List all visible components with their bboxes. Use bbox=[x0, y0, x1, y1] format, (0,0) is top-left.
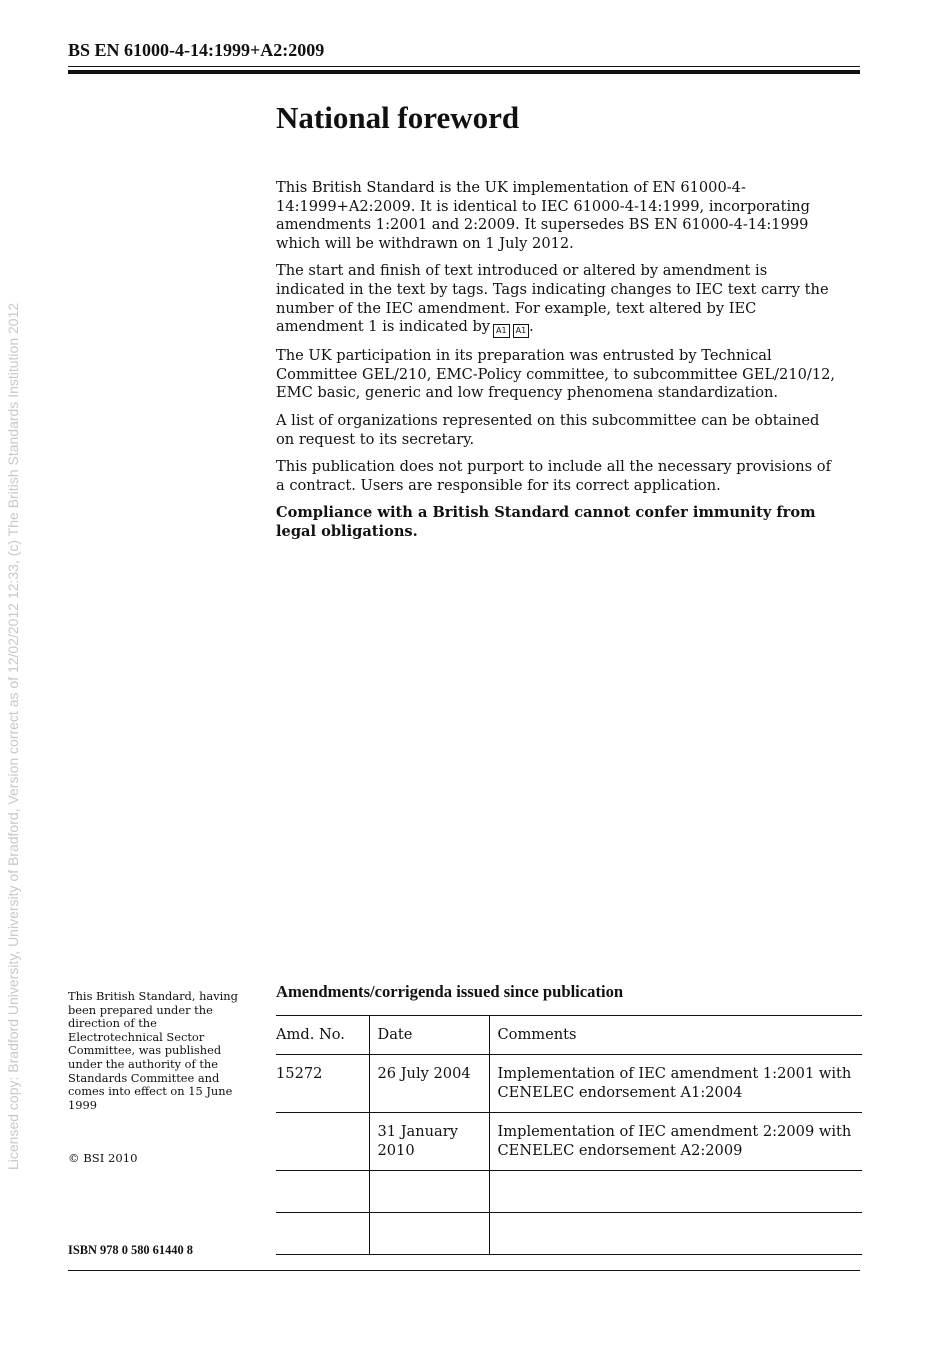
amendment-number bbox=[276, 1113, 369, 1171]
foreword-paragraph: The start and finish of text introduced or altered by amendment is indicated in the text by tags. Tags indicating changes to IEC text carry the number of the IEC amendment. For example, text altered by IEC amendment 1 is indicated by A1 A1 . bbox=[276, 262, 836, 338]
table-row bbox=[276, 1113, 862, 1171]
amendment-date: 31 January 2010 bbox=[369, 1113, 489, 1171]
amendment-date: 26 July 2004 bbox=[369, 1055, 489, 1113]
foreword-paragraph: This British Standard is the UK implementation of EN 61000-4-14:1999+A2:2009. It is identical to IEC 61000-4-14:1999, incorporating amendments 1:2001 and 2:2009. It supersedes BS EN 61000-4-14:1999 which will be withdrawn on 1 July 2012. bbox=[276, 179, 810, 252]
paragraph-text: The start and finish of text introduced or altered by amendment is indicated in the text by tags. Tags indicating changes to IEC text carry the number of the IEC amendment. For example, text altered by IEC amendment 1 is indicated by bbox=[276, 262, 829, 336]
amendment-number bbox=[276, 1171, 369, 1213]
amendment-comment: Implementation of IEC amendment 1:2001 with CENELEC endorsement A1:2004 bbox=[489, 1055, 862, 1113]
amendment-number bbox=[276, 1213, 369, 1255]
header-rule-thick bbox=[68, 70, 860, 74]
column-header: Date bbox=[369, 1016, 489, 1055]
column-header: Comments bbox=[489, 1016, 862, 1055]
foreword-body bbox=[276, 179, 836, 551]
document-reference: BS EN 61000-4-14:1999+A2:2009 bbox=[68, 40, 325, 60]
foreword-paragraph: This publication does not purport to include all the necessary provisions of a contract. Users are responsible for its correct application. bbox=[276, 458, 831, 494]
preparation-note: This British Standard, having been prepared under the direction of the Electrotechnical Sector Committee, was published under the authority of the Standards Committee and comes into effect on 15 June 1999 bbox=[68, 989, 238, 1112]
header-rule-thin bbox=[68, 66, 860, 67]
amendment-number: 15272 bbox=[276, 1055, 369, 1113]
amendment-comment bbox=[489, 1213, 862, 1255]
footer-rule bbox=[68, 1270, 860, 1271]
table-row bbox=[276, 1055, 862, 1113]
amendment-start-tag-icon: A1 bbox=[493, 324, 510, 338]
amendment-comment: Implementation of IEC amendment 2:2009 with CENELEC endorsement A2:2009 bbox=[489, 1113, 862, 1171]
amendments-heading: Amendments/corrigenda issued since publication bbox=[276, 982, 624, 1001]
table-row bbox=[276, 1171, 862, 1213]
amendment-comment bbox=[489, 1171, 862, 1213]
license-watermark: Licensed copy: Bradford University, University of Bradford, Version correct as of 12/02/2012 12:33, (c) The British Standards Institution 2012 bbox=[5, 302, 21, 1170]
page-title: National foreword bbox=[276, 100, 520, 135]
foreword-paragraph: The UK participation in its preparation was entrusted by Technical Committee GEL/210, EMC-Policy committee, to subcommittee GEL/210/12, EMC basic, generic and low frequency phenomena standardization. bbox=[276, 347, 836, 402]
foreword-paragraph: A list of organizations represented on this subcommittee can be obtained on request to its secretary. bbox=[276, 411, 820, 448]
amendments-table bbox=[276, 1015, 862, 1255]
amendment-end-tag-icon: A1 bbox=[513, 324, 530, 338]
copyright-notice: © BSI 2010 bbox=[68, 1151, 138, 1165]
amendment-date bbox=[369, 1171, 489, 1213]
table-row bbox=[276, 1213, 862, 1255]
amendment-date bbox=[369, 1213, 489, 1255]
isbn: ISBN 978 0 580 61440 8 bbox=[68, 1243, 193, 1257]
table-header-row bbox=[276, 1016, 862, 1055]
column-header: Amd. No. bbox=[276, 1016, 369, 1055]
compliance-statement: Compliance with a British Standard cannot confer immunity from legal obligations. bbox=[276, 504, 816, 540]
